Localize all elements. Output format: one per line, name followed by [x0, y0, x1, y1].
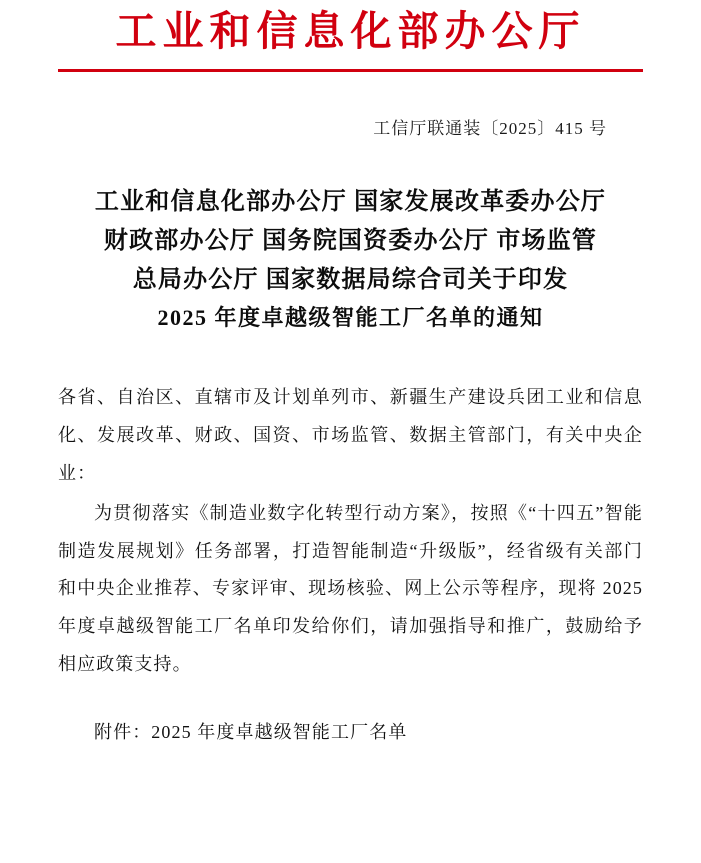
- document-title-line-2: 财政部办公厅 国务院国资委办公厅 市场监管: [103, 228, 598, 255]
- letterhead: [58, 0, 643, 72]
- body-paragraph: 为贯彻落实《制造业数字化转型行动方案》，按照《“十四五”智能制造发展规划》任务部署，打造智能制造“升级版”，经省级有关部门和中央企业推荐、专家评审、现场核验、网上公示等程序，现将 2025 年度卓越级智能工厂名单印发给你们，请加强指导和推广，鼓励给予相应政策支持。: [58, 502, 643, 674]
- letterhead-rule-line: [58, 69, 643, 72]
- document-title-line-1: 工业和信息化部办公厅 国家发展改革委办公厅: [94, 189, 607, 216]
- document-number: 工信厅联通装〔2025〕415 号: [373, 119, 607, 139]
- document-title: [58, 183, 643, 335]
- document-body: [58, 379, 643, 683]
- recipients-paragraph: 各省、自治区、直辖市及计划单列市、新疆生产建设兵团工业和信息化、发展改革、财政、国资、市场监管、数据主管部门，有关中央企业：: [58, 387, 643, 483]
- attachment-block: [58, 718, 643, 744]
- letterhead-organization: 工业和信息化部办公厅: [115, 8, 586, 54]
- document-title-line-3: 总局办公厅 国家数据局综合司关于印发: [132, 266, 569, 293]
- letterhead-rule: [58, 69, 643, 72]
- document-title-subline: 2025 年度卓越级智能工厂名单的通知: [157, 304, 544, 330]
- attachment-line: 附件：2025 年度卓越级智能工厂名单: [94, 721, 408, 742]
